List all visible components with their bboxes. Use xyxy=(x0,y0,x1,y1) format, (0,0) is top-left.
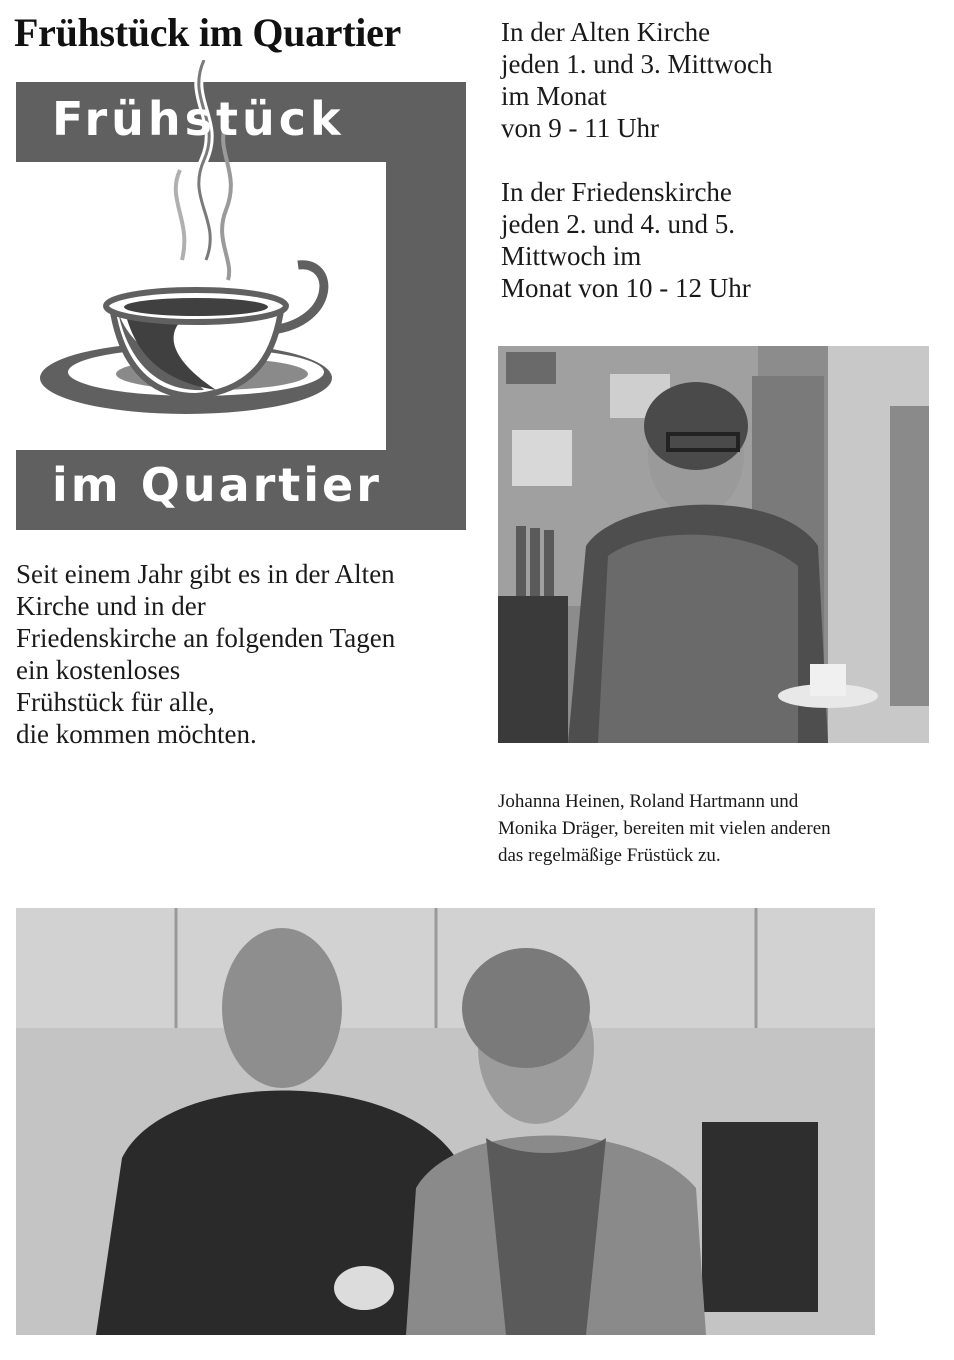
schedule-line: Mittwoch im xyxy=(501,241,642,271)
fruehstueck-logo xyxy=(16,82,466,530)
schedule-line: jeden 1. und 3. Mittwoch xyxy=(501,49,773,79)
schedule-line: im Monat xyxy=(501,81,607,111)
page-title: Frühstück im Quartier xyxy=(14,10,402,55)
schedule-line: jeden 2. und 4. und 5. xyxy=(501,209,735,239)
schedule-line: In der Alten Kirche xyxy=(501,17,711,47)
photo-caption xyxy=(498,788,928,869)
photo-volunteer-pouring-coffee xyxy=(498,346,929,743)
schedule-line: Monat von 10 - 12 Uhr xyxy=(501,273,751,303)
intro-line: die kommen möchten. xyxy=(16,719,257,749)
logo-word-fruehstueck: Frühstück xyxy=(52,92,345,146)
schedule-line: In der Friedenskirche xyxy=(501,177,732,207)
intro-line: Frühstück für alle, xyxy=(16,687,215,717)
intro-line: Kirche und in der xyxy=(16,591,206,621)
caption-line: Johanna Heinen, Roland Hartmann und xyxy=(498,791,799,812)
photo-placeholder-1 xyxy=(498,346,929,743)
intro-paragraph xyxy=(16,558,476,750)
intro-line: ein kostenloses xyxy=(16,655,181,685)
schedule-friedenskirche xyxy=(501,176,931,304)
schedule-line: von 9 - 11 Uhr xyxy=(501,113,659,143)
caption-line: das regelmäßige Früstück zu. xyxy=(498,845,721,866)
intro-line: Friedenskirche an folgenden Tagen xyxy=(16,623,396,653)
photo-placeholder-2 xyxy=(16,908,875,1335)
schedule-alte-kirche xyxy=(501,16,931,144)
logo-word-im-quartier: im Quartier xyxy=(52,458,382,512)
caption-line: Monika Dräger, bereiten mit vielen anderen xyxy=(498,818,831,839)
photo-two-volunteers-kitchen xyxy=(16,908,875,1335)
intro-line: Seit einem Jahr gibt es in der Alten xyxy=(16,559,395,589)
